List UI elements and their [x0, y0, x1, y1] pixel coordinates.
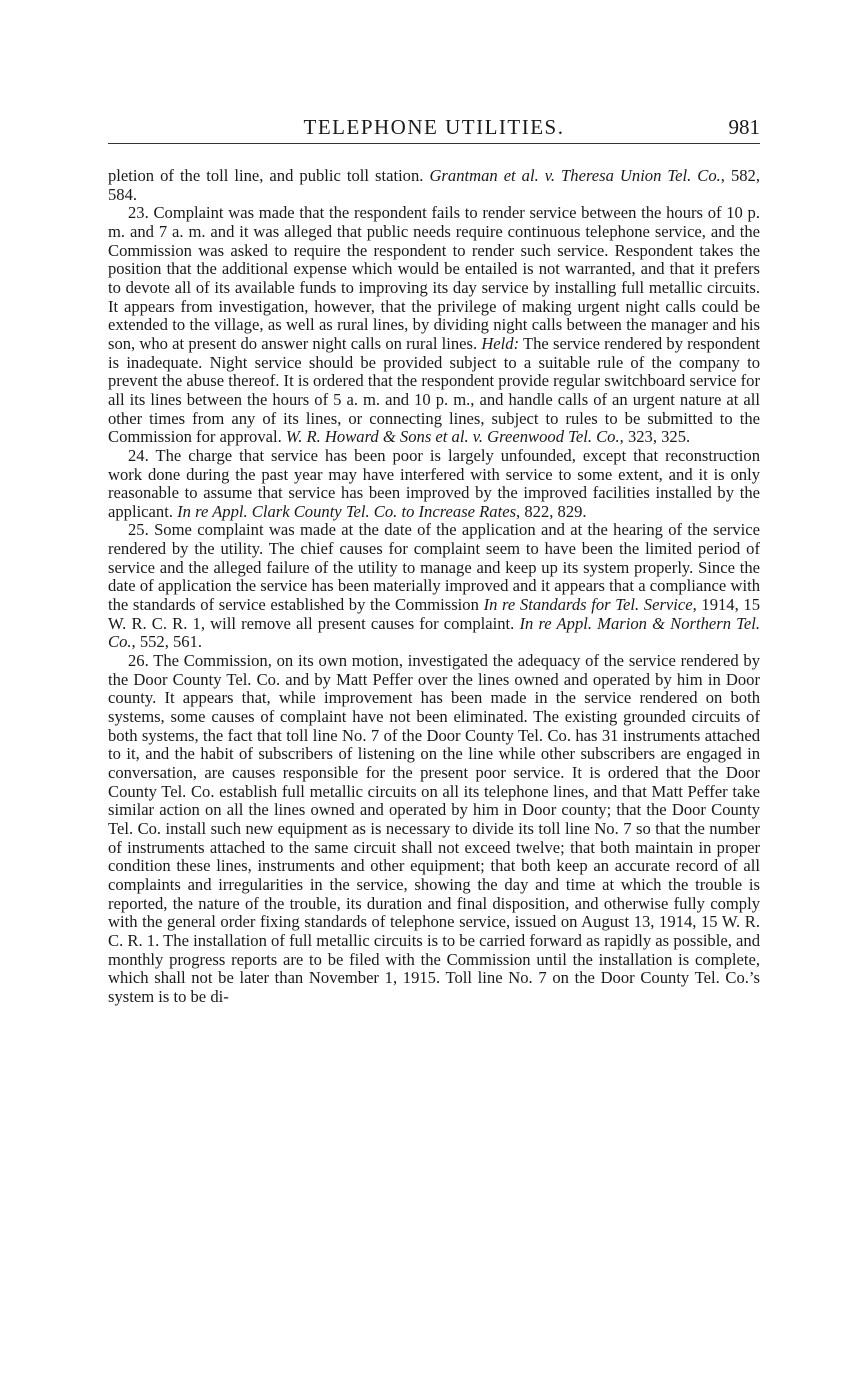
citation-text: W. R. Howard & Sons et al. v. Greenwood Tel. Co.	[285, 427, 620, 447]
paragraph-text: 26. The Commission, on its own motion, investigated the adequacy of the service rendered by the Door County Tel. Co. and by Matt Peffer over the lines owned and operated by him in Door county. It appears that, while improvement has been made in the service rendered on both systems, some causes of complaint have not been eliminated. The existing grounded circuits of both systems, the fact that toll line No. 7 of the Door County Tel. Co. has 31 instruments attached to it, and the habit of subscribers of listening on the line while other subscribers are engaged in conversation, are causes responsible for the present poor service. It is ordered that the Door County Tel. Co. establish full metallic circuits on all its telephone lines, and that Matt Peffer take similar action on all the lines owned and operated by him in Door county; that the Door County Tel. Co. install such new equipment as is necessary to divide its toll line No. 7 so that the number of instruments attached to the same circuit shall not exceed twelve; that both maintain in proper condition these lines, instruments and other equipment; that both keep an accurate record of all complaints and irregularities in the service, showing the day and time at which the trouble is reported, the nature of the trouble, its duration and final disposition, and otherwise fully comply with the general order fixing standards of telephone service, issued on August 13, 1914, 15 W. R. C. R. 1. The installation of full metallic circuits is to be carried forward as rapidly as possible, and monthly progress reports are to be filed with the Commission until the installation is complete, which shall not be later than November 1, 1915. Toll line No. 7 on the Door County Tel. Co.’s system is to be di-	[108, 651, 760, 1006]
body-text	[108, 167, 760, 1007]
paragraph-text: , 1914, 15 W. R. C. R. 1, will remove all present causes for complaint.	[108, 595, 761, 633]
paragraph	[108, 652, 760, 1006]
citation-text: In re Appl. Marion & Northern Tel. Co.	[108, 613, 760, 652]
citation-text: In re Standards for Tel. Service	[483, 595, 693, 615]
running-title: TELEPHONE UTILITIES.	[303, 115, 565, 139]
paragraph	[108, 447, 760, 522]
citation-text: In re Appl. Clark County Tel. Co. to Increase Rates	[177, 501, 517, 521]
paragraph-text: pletion of the toll line, and public toll station.	[108, 166, 430, 185]
paragraph-text: , 582, 584.	[108, 166, 760, 204]
page-header	[108, 115, 760, 139]
citation-text: Grantman et al. v. Theresa Union Tel. Co.	[429, 166, 721, 185]
paragraph-text: , 822, 829.	[516, 501, 587, 521]
paragraph	[108, 521, 760, 652]
paragraph-text: The service rendered by respondent is inadequate. Night service should be provided subject to a suitable rule of the company to prevent the abuse thereof. It is ordered that the respondent provide regular switchboard service for all its lines between the hours of 5 a. m. and 10 p. m., and handle calls of an urgent nature at all other times from any of its lines, or connecting lines, subject to rules to be submitted to the Commission for approval.	[108, 333, 760, 447]
page-number: 981	[728, 115, 760, 139]
paragraph-text: 23. Complaint was made that the respondent fails to render service between the hours of 10 p. m. and 7 a. m. and it was alleged that public needs require continuous telephone service, and the Commission was asked to require the respondent to render such service. Respondent takes the position that the additional expense which would be entailed is not warranted, and that it prefers to devote all of its available funds to improving its day service by installing full metallic circuits. It appears from investigation, however, that the privilege of making urgent night calls could be extended to the village, as well as rural lines, by dividing night calls between the manager and his son, who at present do answer night calls on rural lines.	[108, 203, 760, 353]
paragraph-text: , 552, 561.	[131, 632, 203, 652]
header-rule	[108, 143, 760, 144]
paragraph-text: 25. Some complaint was made at the date of the application and at the hearing of the service rendered by the utility. The chief causes for complaint seem to have been the limited period of service and the alleged failure of the utility to manage and keep up its system properly. Since the date of application the service has been materially improved and it appears that a compliance with the standards of service established by the Commission	[108, 520, 760, 615]
paragraph	[108, 167, 760, 204]
paragraph-text: 24. The charge that service has been poor is largely unfounded, except that reconstruction work done during the past year may have interfered with service to some extent, and it is only reasonable to assume that service has been improved by the improved facilities installed by the applicant.	[108, 445, 760, 521]
paragraph	[108, 204, 760, 447]
paragraph-text: , 323, 325.	[619, 427, 691, 447]
citation-text: Held:	[481, 333, 520, 353]
